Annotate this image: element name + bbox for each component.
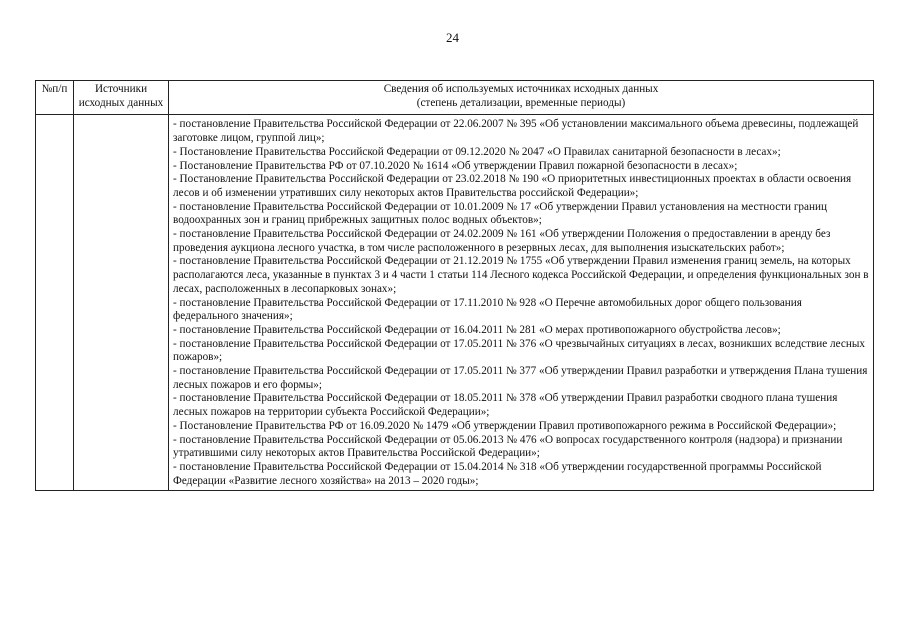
- header-number-column: №п/п: [36, 81, 74, 115]
- list-item: - постановление Правительства Российской Федерации от 17.11.2010 № 928 «О Перечне автомобильных дорог общего пользования федерального значения»;: [173, 296, 802, 323]
- header-sources-column: Источники исходных данных: [74, 81, 169, 115]
- entries-list: [173, 118, 869, 488]
- table-header-row: [36, 81, 874, 115]
- list-item: - Постановление Правительства Российской Федерации от 09.12.2020 № 2047 «О Правилах санитарной безопасности в лесах»;: [173, 145, 781, 158]
- list-item: - постановление Правительства Российской Федерации от 05.06.2013 № 476 «О вопросах государственного контроля (надзора) и признании утратившими силу некоторых актов Правительства Российской Федерации»;: [173, 433, 843, 460]
- list-item: - Постановление Правительства РФ от 16.09.2020 № 1479 «Об утверждении Правил противопожарного режима в Российской Федерации»;: [173, 419, 837, 432]
- list-item: - постановление Правительства Российской Федерации от 21.12.2019 № 1755 «Об утверждении Правил изменения границ земель, на которых располагаются леса, указанные в пунктах 3 и 4 части 1 статьи 114 Лесного кодекса Российской Федерации, и определения функциональных зон в лесах, расположенных в лесопарковых зонах»;: [173, 255, 869, 295]
- list-item: - постановление Правительства Российской Федерации от 24.02.2009 № 161 «Об утверждении Положения о предоставлении в аренду без проведения аукциона лесного участка, в том числе расположенного в резервных лесах, для выполнения изыскательских работ»;: [173, 228, 831, 254]
- list-item: - постановление Правительства Российской Федерации от 18.05.2011 № 378 «Об утверждении Правил разработки сводного плана тушения лесных пожаров на территории субъекта Российской Федерации»;: [173, 392, 838, 419]
- page-number: 24: [446, 30, 459, 45]
- list-item: - постановление Правительства Российской Федерации от 17.05.2011 № 376 «О чрезвычайных ситуациях в лесах, возникших вследствие лесных пожаров»;: [173, 337, 865, 364]
- list-item: - постановление Правительства Российской Федерации от 15.04.2014 № 318 «Об утверждении государственной программы Российской Федерации «Развитие лесного хозяйства» на 2013 – 2020 годы»;: [173, 460, 822, 487]
- list-item: - постановление Правительства Российской Федерации от 22.06.2007 № 395 «Об установлении максимального объема древесины, подлежащей заготовке лицом, группой лиц»;: [173, 118, 859, 145]
- list-item: - постановление Правительства Российской Федерации от 16.04.2011 № 281 «О мерах противопожарного обустройства лесов»;: [173, 323, 781, 336]
- row-number-cell: [36, 115, 74, 491]
- list-item: - Постановление Правительства РФ от 07.10.2020 № 1614 «Об утверждении Правил пожарной безопасности в лесах»;: [173, 159, 738, 172]
- row-sources-cell: [74, 115, 169, 491]
- header-details-column: [169, 81, 874, 115]
- list-item: - постановление Правительства Российской Федерации от 17.05.2011 № 377 «Об утверждении Правил разработки и утверждения Плана тушения лесных пожаров и его формы»;: [173, 365, 868, 391]
- header-details-line-1: Сведения об используемых источниках исходных данных: [383, 83, 659, 95]
- header-details-line-2: (степень детализации, временные периоды): [416, 96, 626, 109]
- row-details-cell: [169, 115, 874, 491]
- list-item: - Постановление Правительства Российской Федерации от 23.02.2018 № 190 «О приоритетных инвестиционных проектах в области освоения лесов и об изменении утративших силу некоторых актов Правительства российской Федерации»;: [173, 173, 852, 199]
- list-item: - постановление Правительства Российской Федерации от 10.01.2009 № 17 «Об утверждении Правил установления на местности границ водоохранных зон и границ прибрежных защитных полос водных объектов»;: [173, 200, 827, 227]
- sources-table: [35, 80, 874, 491]
- table-row: [36, 115, 874, 491]
